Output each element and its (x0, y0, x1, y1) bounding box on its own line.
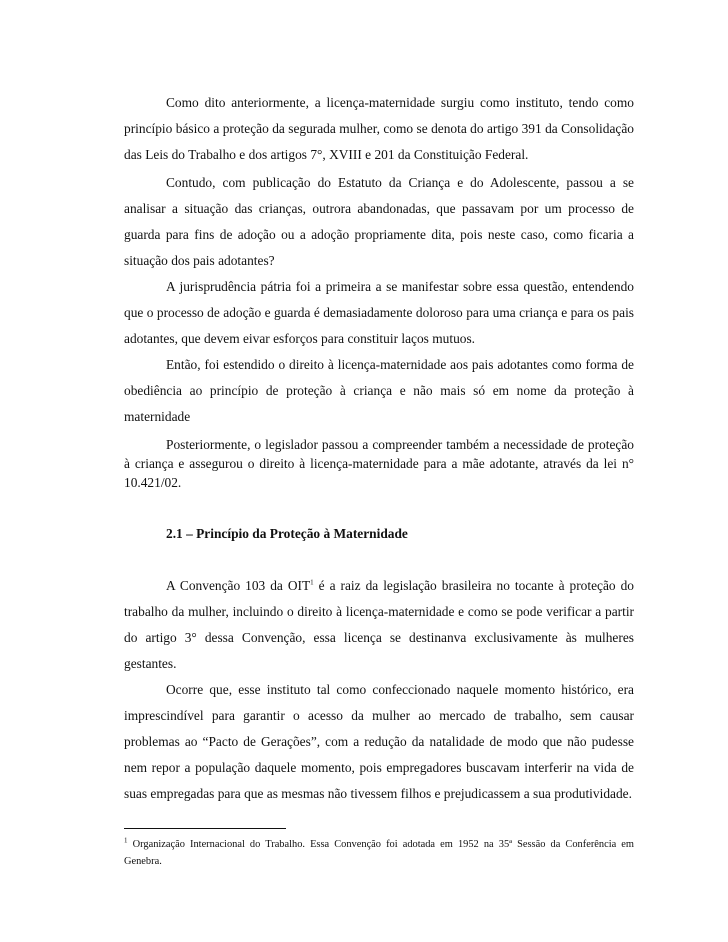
paragraph-2: Contudo, com publicação do Estatuto da Criança e do Adolescente, passou a se analisar a situação das crianças, outrora abandonadas, que passavam por um processo de guarda para fins de adoção ou a adoção propriamente dita, pois neste caso, como ficaria a situação dos pais adotantes? (124, 175, 634, 268)
paragraph-6-rest: é a raiz da legislação brasileira no tocante à proteção do trabalho da mulher, incluindo o direito à licença-maternidade e como se pode verificar a partir do artigo 3° dessa Convenção, essa licença se destinanva exclusivamente às mulheres gestantes. (124, 578, 634, 671)
footnote-separator (124, 828, 286, 829)
footnote (124, 836, 634, 870)
paragraph-5: Posteriormente, o legislador passou a compreender também a necessidade de proteção à criança e assegurou o direito à licença-maternidade para a mãe adotante, através da lei n° 10.421/02. (124, 437, 634, 490)
paragraph-6 (124, 573, 634, 677)
paragraph-1: Como dito anteriormente, a licença-maternidade surgiu como instituto, tendo como princípio básico a proteção da segurada mulher, como se denota do artigo 391 da Consolidação das Leis do Trabalho e dos artigos 7°, XVIII e 201 da Constituição Federal. (124, 95, 634, 162)
footnote-text: Organização Internacional do Trabalho. Essa Convenção foi adotada em 1952 na 35ª Sessão da Conferência em Genebra. (124, 839, 634, 867)
footnote-marker: 1 (124, 836, 128, 845)
section-heading: 2.1 – Princípio da Proteção à Maternidade (166, 526, 408, 541)
paragraph-4: Então, foi estendido o direito à licença-maternidade aos pais adotantes como forma de obediência ao princípio de proteção à criança e não mais só em nome da proteção à maternidade (124, 357, 634, 424)
paragraph-3: A jurisprudência pátria foi a primeira a se manifestar sobre essa questão, entendendo que o processo de adoção e guarda é demasiadamente doloroso para uma criança e para os pais adotantes, que devem eivar esforços para constituir laços mutuos. (124, 279, 634, 346)
paragraph-7: Ocorre que, esse instituto tal como confeccionado naquele momento histórico, era imprescindível para garantir o acesso da mulher ao mercado de trabalho, sem causar problemas ao “Pacto de Gerações”, com a redução da natalidade de modo que não pudesse nem repor a população daquele momento, pois empregadores buscavam interferir na vida de suas empregadas para que as mesmas não tivessem filhos e prejudicassem a sua produtividade. (124, 682, 634, 801)
footnote-reference: 1 (310, 578, 314, 587)
paragraph-6-start: A Convenção 103 da OIT (166, 578, 311, 593)
